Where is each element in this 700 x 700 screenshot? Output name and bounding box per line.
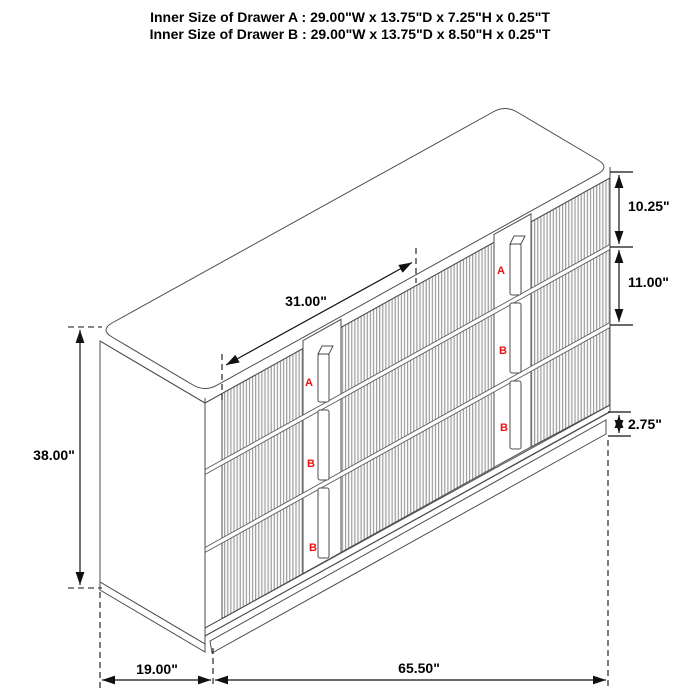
dimension-drawer-heights [610, 172, 670, 325]
fluted-door-left [222, 349, 303, 619]
title-drawer-a: Inner Size of Drawer A : 29.00"W x 13.75"D x 7.25"H x 0.25"T [150, 9, 550, 25]
fluted-door-right [531, 178, 610, 447]
overall-height-label: 38.00" [33, 447, 75, 463]
dimension-overall-width [215, 660, 606, 680]
dimension-overall-height [33, 327, 102, 588]
base-height-label: 2.75" [628, 416, 662, 432]
drawer-b1-label-right: B [499, 345, 507, 357]
drawer-b-height-label: 11.00" [628, 274, 669, 290]
drawer-a-label-right: A [497, 265, 505, 277]
title-drawer-b: Inner Size of Drawer B : 29.00"W x 13.75"D x 8.50"H x 0.25"T [149, 26, 551, 42]
overall-width-label: 65.50" [398, 660, 440, 676]
drawer-b1-label-left: B [307, 458, 315, 470]
depth-label: 19.00" [136, 661, 178, 677]
drawer-b2-label-left: B [309, 542, 317, 554]
sideboard-drawing [100, 109, 610, 654]
top-width-label: 31.00" [285, 293, 327, 309]
dimension-base-height [608, 412, 662, 436]
drawer-b2-label-right: B [500, 422, 508, 434]
drawer-a-height-label: 10.25" [628, 198, 670, 214]
dimension-depth [102, 661, 211, 680]
drawer-a-label-left: A [305, 377, 313, 389]
